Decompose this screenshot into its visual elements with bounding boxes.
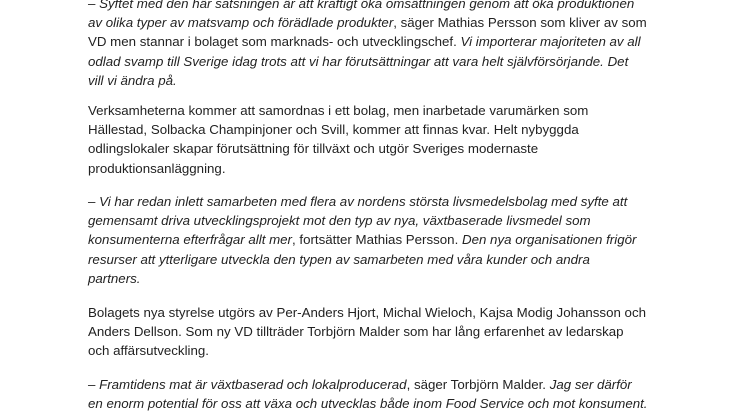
italic-text-run: en enorm potential för oss att växa och utvecklas både inom Food Service och mot konsument.	[88, 396, 648, 412]
italic-text-run: konsumenterna efterfrågar allt mer	[88, 232, 292, 248]
text-line	[88, 159, 688, 178]
paragraph-3	[88, 192, 688, 288]
text-line	[88, 303, 688, 322]
text-line	[88, 250, 688, 269]
text-run: Bolagets nya styrelse utgörs av Per-Anders Hjort, Michal Wieloch, Kajsa Modig Johansson och	[88, 305, 646, 320]
italic-text-run: Vi importerar majoriteten av all	[460, 34, 641, 50]
text-line	[88, 0, 688, 13]
paragraph-2	[88, 101, 688, 178]
text-line	[88, 394, 688, 413]
text-line	[88, 101, 688, 120]
text-line	[88, 120, 688, 139]
text-line	[88, 52, 688, 71]
text-line	[88, 32, 688, 51]
text-run: odlingslokaler skapar förutsättning för tillväxt och utgör Sveriges modernaste	[88, 141, 539, 157]
paragraph-5	[88, 375, 688, 413]
text-line	[88, 192, 688, 211]
italic-text-run: odlad svamp till Sverige idag trots att vi har förutsättningar att vara helt självförsörjande. Det	[88, 53, 629, 69]
text-run: Hällestad, Solbacka Champinjoner och Svill, kommer att finnas kvar. Helt nybyggda	[88, 122, 579, 138]
text-run: , säger Mathias Persson som kliver av som	[393, 15, 647, 31]
text-line	[88, 13, 688, 32]
text-line	[88, 269, 688, 288]
text-run: VD men stannar i bolaget som marknads- och utvecklingschef.	[88, 34, 461, 50]
italic-text-run: Den nya organisationen frigör	[461, 232, 637, 248]
text-line	[88, 375, 688, 394]
text-run: och affärsutveckling.	[88, 343, 209, 359]
text-run: Anders Dellson. Som ny VD tillträder Torbjörn Malder som har lång erfarenhet av ledarskap	[88, 324, 624, 340]
paragraph-1	[88, 0, 688, 90]
italic-text-run: Jag ser därför	[549, 377, 632, 392]
text-run: , fortsätter Mathias Persson.	[291, 232, 462, 248]
italic-text-run: gemensamt driva utvecklingsprojekt mot den typ av nya, växtbaserade livsmedel som	[88, 213, 591, 229]
italic-text-run: – Syftet med den här satsningen är att kraftigt öka omsättningen genom att öka produktionen	[88, 0, 635, 11]
text-line	[88, 211, 688, 230]
text-line	[88, 230, 688, 249]
text-run: , säger Torbjörn Malder.	[406, 377, 550, 392]
italic-text-run: av olika typer av matsvamp och förädlade produkter	[88, 15, 394, 31]
text-line	[88, 341, 688, 360]
italic-text-run: resurser att ytterligare utveckla den typen av samarbeten med våra kunder och andra	[88, 251, 590, 267]
italic-text-run: – Vi har redan inlett samarbeten med flera av nordens största livsmedelsbolag med syfte att	[88, 194, 628, 209]
text-run: Verksamheterna kommer att samordnas i ett bolag, men inarbetade varumärken som	[88, 103, 589, 118]
text-line	[88, 139, 688, 158]
paragraph-4	[88, 303, 688, 361]
text-line	[88, 322, 688, 341]
italic-text-run: partners.	[88, 270, 141, 286]
text-line	[88, 71, 688, 90]
text-run: produktionsanläggning.	[88, 160, 226, 176]
italic-text-run: – Framtidens mat är växtbaserad och lokalproducerad	[88, 377, 407, 392]
italic-text-run: vill vi ändra på.	[88, 72, 177, 88]
